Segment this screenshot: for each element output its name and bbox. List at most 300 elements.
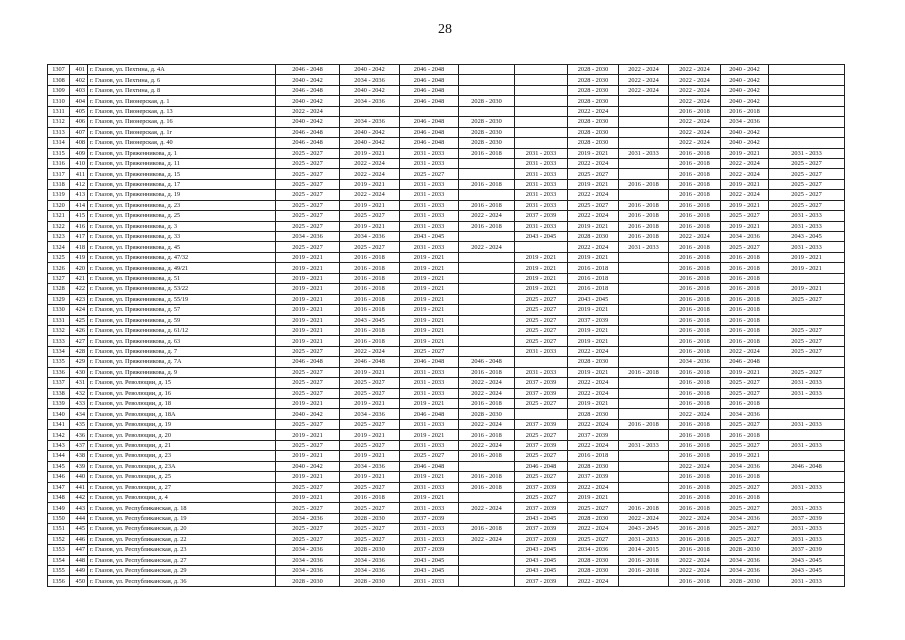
period-cell: 2016 - 2018: [619, 200, 669, 210]
period-cell: [769, 472, 845, 482]
period-cell: 2031 - 2033: [400, 190, 459, 200]
item-index-cell: 432: [70, 388, 88, 398]
period-cell: 2016 - 2018: [669, 576, 721, 586]
period-cell: 2028 - 2030: [340, 545, 400, 555]
period-cell: 2022 - 2024: [459, 242, 515, 252]
item-index-cell: 434: [70, 409, 88, 419]
page-number: 28: [438, 22, 452, 37]
period-cell: [769, 117, 845, 127]
period-cell: 2031 - 2033: [400, 179, 459, 189]
period-cell: 2016 - 2018: [619, 211, 669, 221]
address-cell: г. Глазов, ул. Революции, д. 27: [88, 482, 276, 492]
period-cell: 2016 - 2018: [459, 179, 515, 189]
period-cell: 2016 - 2018: [459, 221, 515, 231]
period-cell: 2031 - 2033: [769, 148, 845, 158]
period-cell: 2028 - 2030: [568, 65, 619, 75]
address-cell: г. Глазов, ул. Пехтина, д. 8: [88, 85, 276, 95]
period-cell: 2043 - 2045: [340, 315, 400, 325]
table-row: [48, 367, 845, 377]
period-cell: 2019 - 2021: [568, 336, 619, 346]
period-cell: 2016 - 2018: [619, 419, 669, 429]
period-cell: 2016 - 2018: [340, 492, 400, 502]
period-cell: 2031 - 2033: [400, 211, 459, 221]
period-cell: 2043 - 2045: [515, 513, 568, 523]
period-cell: 2025 - 2027: [340, 482, 400, 492]
period-cell: 2019 - 2021: [276, 399, 340, 409]
period-cell: 2031 - 2033: [769, 524, 845, 534]
period-cell: 2022 - 2024: [340, 169, 400, 179]
row-number-cell: 1342: [48, 430, 70, 440]
period-cell: 2028 - 2030: [721, 576, 769, 586]
period-cell: 2031 - 2033: [515, 367, 568, 377]
item-index-cell: 410: [70, 158, 88, 168]
row-number-cell: 1355: [48, 566, 70, 576]
period-cell: 2025 - 2027: [515, 472, 568, 482]
item-index-cell: 441: [70, 482, 88, 492]
period-cell: [515, 85, 568, 95]
period-cell: 2016 - 2018: [459, 200, 515, 210]
period-cell: 2031 - 2033: [400, 419, 459, 429]
address-cell: г. Глазов, ул. Пряженникова, д. 17: [88, 179, 276, 189]
period-cell: 2037 - 2039: [568, 472, 619, 482]
address-cell: г. Глазов, ул. Пряженникова, д. 1: [88, 148, 276, 158]
period-cell: 2040 - 2042: [276, 409, 340, 419]
row-number-cell: 1343: [48, 440, 70, 450]
period-cell: 2019 - 2021: [400, 305, 459, 315]
address-cell: г. Глазов, ул. Республиканская, д. 22: [88, 534, 276, 544]
period-cell: 2022 - 2024: [669, 513, 721, 523]
period-cell: 2022 - 2024: [340, 158, 400, 168]
period-cell: 2019 - 2021: [400, 263, 459, 273]
period-cell: [459, 305, 515, 315]
period-cell: 2025 - 2027: [276, 534, 340, 544]
period-cell: 2019 - 2021: [340, 200, 400, 210]
period-cell: 2019 - 2021: [568, 252, 619, 262]
period-cell: 2037 - 2039: [515, 503, 568, 513]
period-cell: 2019 - 2021: [515, 273, 568, 283]
period-cell: 2025 - 2027: [721, 440, 769, 450]
period-cell: 2040 - 2042: [721, 96, 769, 106]
period-cell: 2022 - 2024: [669, 65, 721, 75]
period-cell: 2028 - 2030: [568, 513, 619, 523]
row-number-cell: 1331: [48, 315, 70, 325]
period-cell: 2016 - 2018: [669, 430, 721, 440]
address-cell: г. Глазов, ул. Пехтина, д. 4А: [88, 65, 276, 75]
period-cell: 2037 - 2039: [400, 545, 459, 555]
item-index-cell: 416: [70, 221, 88, 231]
period-cell: 2028 - 2030: [568, 232, 619, 242]
period-cell: [459, 315, 515, 325]
row-number-cell: 1309: [48, 85, 70, 95]
period-cell: 2022 - 2024: [568, 524, 619, 534]
period-cell: 2025 - 2027: [340, 388, 400, 398]
item-index-cell: 450: [70, 576, 88, 586]
period-cell: 2025 - 2027: [276, 388, 340, 398]
address-cell: г. Глазов, ул. Республиканская, д. 29: [88, 566, 276, 576]
table-row: [48, 96, 845, 106]
period-cell: [459, 576, 515, 586]
table-row: [48, 472, 845, 482]
period-cell: [340, 106, 400, 116]
period-cell: 2031 - 2033: [400, 524, 459, 534]
period-cell: 2031 - 2033: [400, 534, 459, 544]
period-cell: 2031 - 2033: [400, 242, 459, 252]
period-cell: 2028 - 2030: [340, 513, 400, 523]
period-cell: 2031 - 2033: [769, 482, 845, 492]
period-cell: 2022 - 2024: [721, 158, 769, 168]
period-cell: 2022 - 2024: [459, 419, 515, 429]
period-cell: 2016 - 2018: [669, 346, 721, 356]
row-number-cell: 1320: [48, 200, 70, 210]
period-cell: [515, 242, 568, 252]
period-cell: 2043 - 2045: [769, 566, 845, 576]
period-cell: 2019 - 2021: [400, 336, 459, 346]
row-number-cell: 1351: [48, 524, 70, 534]
table-row: [48, 273, 845, 283]
period-cell: 2019 - 2021: [400, 325, 459, 335]
item-index-cell: 443: [70, 503, 88, 513]
period-cell: 2019 - 2021: [276, 284, 340, 294]
period-cell: 2016 - 2018: [669, 273, 721, 283]
period-cell: [459, 346, 515, 356]
period-cell: 2046 - 2048: [400, 85, 459, 95]
period-cell: 2016 - 2018: [669, 263, 721, 273]
period-cell: 2028 - 2030: [568, 409, 619, 419]
table-row: [48, 440, 845, 450]
period-cell: 2031 - 2033: [769, 211, 845, 221]
item-index-cell: 429: [70, 357, 88, 367]
row-number-cell: 1335: [48, 357, 70, 367]
period-cell: [769, 65, 845, 75]
period-cell: 2046 - 2048: [400, 96, 459, 106]
period-cell: 2025 - 2027: [276, 179, 340, 189]
address-cell: г. Глазов, ул. Республиканская, д. 36: [88, 576, 276, 586]
row-number-cell: 1352: [48, 534, 70, 544]
table-row: [48, 221, 845, 231]
item-index-cell: 418: [70, 242, 88, 252]
period-cell: 2019 - 2021: [721, 451, 769, 461]
period-cell: 2016 - 2018: [721, 263, 769, 273]
table-row: [48, 482, 845, 492]
period-cell: 2025 - 2027: [769, 346, 845, 356]
row-number-cell: 1346: [48, 472, 70, 482]
row-number-cell: 1308: [48, 75, 70, 85]
period-cell: [769, 305, 845, 315]
period-cell: 2025 - 2027: [515, 492, 568, 502]
table-row: [48, 346, 845, 356]
period-cell: [619, 315, 669, 325]
address-cell: г. Глазов, ул. Пряженникова, д. 7А: [88, 357, 276, 367]
period-cell: 2025 - 2027: [276, 440, 340, 450]
row-number-cell: 1328: [48, 284, 70, 294]
period-cell: 2022 - 2024: [669, 409, 721, 419]
row-number-cell: 1315: [48, 148, 70, 158]
item-index-cell: 405: [70, 106, 88, 116]
period-cell: 2043 - 2045: [515, 232, 568, 242]
period-cell: 2034 - 2036: [721, 461, 769, 471]
address-cell: г. Глазов, ул. Пряженникова, д. 51: [88, 273, 276, 283]
period-cell: 2025 - 2027: [340, 211, 400, 221]
period-cell: 2016 - 2018: [619, 566, 669, 576]
period-cell: 2016 - 2018: [669, 305, 721, 315]
item-index-cell: 445: [70, 524, 88, 534]
period-cell: 2031 - 2033: [769, 388, 845, 398]
period-cell: [459, 232, 515, 242]
period-cell: 2043 - 2045: [769, 232, 845, 242]
period-cell: 2031 - 2033: [619, 148, 669, 158]
period-cell: [459, 190, 515, 200]
table-row: [48, 325, 845, 335]
period-cell: 2025 - 2027: [400, 451, 459, 461]
period-cell: 2019 - 2021: [769, 252, 845, 262]
period-cell: 2019 - 2021: [568, 148, 619, 158]
period-cell: 2028 - 2030: [568, 85, 619, 95]
table-row: [48, 576, 845, 586]
period-cell: 2025 - 2027: [769, 200, 845, 210]
row-number-cell: 1345: [48, 461, 70, 471]
period-cell: 2016 - 2018: [340, 336, 400, 346]
address-cell: г. Глазов, ул. Революции, д. 19: [88, 419, 276, 429]
row-number-cell: 1307: [48, 65, 70, 75]
period-cell: 2028 - 2030: [459, 127, 515, 137]
period-cell: 2034 - 2036: [669, 357, 721, 367]
period-cell: 2022 - 2024: [568, 388, 619, 398]
address-cell: г. Глазов, ул. Пряженникова, д. 9: [88, 367, 276, 377]
item-index-cell: 424: [70, 305, 88, 315]
period-cell: 2040 - 2042: [340, 127, 400, 137]
row-number-cell: 1350: [48, 513, 70, 523]
row-number-cell: 1344: [48, 451, 70, 461]
period-cell: 2040 - 2042: [276, 461, 340, 471]
period-cell: 2019 - 2021: [568, 305, 619, 315]
address-cell: г. Глазов, ул. Республиканская, д. 19: [88, 513, 276, 523]
period-cell: 2016 - 2018: [669, 252, 721, 262]
period-cell: 2046 - 2048: [276, 65, 340, 75]
row-number-cell: 1322: [48, 221, 70, 231]
period-cell: 2037 - 2039: [515, 211, 568, 221]
table-row: [48, 138, 845, 148]
period-cell: 2019 - 2021: [400, 284, 459, 294]
period-cell: 2022 - 2024: [721, 190, 769, 200]
period-cell: 2016 - 2018: [669, 284, 721, 294]
period-cell: 2022 - 2024: [459, 440, 515, 450]
period-cell: 2034 - 2036: [721, 232, 769, 242]
period-cell: [515, 357, 568, 367]
table-row: [48, 127, 845, 137]
period-cell: [459, 263, 515, 273]
period-cell: 2016 - 2018: [669, 388, 721, 398]
period-cell: 2040 - 2042: [721, 75, 769, 85]
item-index-cell: 403: [70, 85, 88, 95]
period-cell: 2016 - 2018: [721, 399, 769, 409]
period-cell: [459, 461, 515, 471]
period-cell: 2031 - 2033: [515, 221, 568, 231]
table-row: [48, 388, 845, 398]
address-cell: г. Глазов, ул. Пряженникова, д. 33: [88, 232, 276, 242]
table-row: [48, 148, 845, 158]
period-cell: 2022 - 2024: [669, 232, 721, 242]
period-cell: 2019 - 2021: [400, 399, 459, 409]
row-number-cell: 1330: [48, 305, 70, 315]
table-row: [48, 524, 845, 534]
period-cell: 2031 - 2033: [769, 503, 845, 513]
row-number-cell: 1348: [48, 492, 70, 502]
period-cell: 2016 - 2018: [669, 190, 721, 200]
period-cell: 2025 - 2027: [568, 200, 619, 210]
item-index-cell: 409: [70, 148, 88, 158]
period-cell: [515, 75, 568, 85]
period-cell: [619, 378, 669, 388]
period-cell: 2025 - 2027: [276, 367, 340, 377]
period-cell: 2025 - 2027: [515, 294, 568, 304]
period-cell: 2016 - 2018: [459, 524, 515, 534]
address-cell: г. Глазов, ул. Пряженникова, д. 61/12: [88, 325, 276, 335]
period-cell: 2019 - 2021: [721, 221, 769, 231]
address-cell: г. Глазов, ул. Пряженникова, д. 47/32: [88, 252, 276, 262]
period-cell: [515, 65, 568, 75]
period-cell: 2025 - 2027: [769, 179, 845, 189]
row-number-cell: 1324: [48, 242, 70, 252]
period-cell: [619, 273, 669, 283]
period-cell: 2016 - 2018: [459, 399, 515, 409]
period-cell: 2016 - 2018: [459, 472, 515, 482]
period-cell: [619, 357, 669, 367]
address-cell: г. Глазов, ул. Революции, д. 16: [88, 388, 276, 398]
table-row: [48, 419, 845, 429]
table-row: [48, 179, 845, 189]
period-cell: 2016 - 2018: [669, 211, 721, 221]
row-number-cell: 1347: [48, 482, 70, 492]
period-cell: [619, 461, 669, 471]
period-cell: 2031 - 2033: [769, 221, 845, 231]
period-cell: 2019 - 2021: [276, 451, 340, 461]
period-cell: 2031 - 2033: [400, 367, 459, 377]
period-cell: 2016 - 2018: [721, 336, 769, 346]
period-cell: 2031 - 2033: [515, 169, 568, 179]
period-cell: [619, 336, 669, 346]
period-cell: 2025 - 2027: [340, 419, 400, 429]
period-cell: 2016 - 2018: [619, 367, 669, 377]
period-cell: 2034 - 2036: [340, 75, 400, 85]
period-cell: [459, 492, 515, 502]
period-cell: 2043 - 2045: [619, 524, 669, 534]
address-cell: г. Глазов, ул. Республиканская, д. 20: [88, 524, 276, 534]
period-cell: 2034 - 2036: [340, 232, 400, 242]
period-cell: 2016 - 2018: [721, 472, 769, 482]
period-cell: 2019 - 2021: [340, 148, 400, 158]
period-cell: 2037 - 2039: [400, 513, 459, 523]
period-cell: [619, 409, 669, 419]
period-cell: 2046 - 2048: [400, 138, 459, 148]
period-cell: [619, 284, 669, 294]
period-cell: [619, 346, 669, 356]
period-cell: 2016 - 2018: [721, 430, 769, 440]
row-number-cell: 1349: [48, 503, 70, 513]
period-cell: 2025 - 2027: [276, 158, 340, 168]
period-cell: 2022 - 2024: [568, 440, 619, 450]
row-number-cell: 1316: [48, 158, 70, 168]
period-cell: [619, 106, 669, 116]
period-cell: 2040 - 2042: [276, 75, 340, 85]
period-cell: 2037 - 2039: [515, 440, 568, 450]
table-row: [48, 158, 845, 168]
item-index-cell: 425: [70, 315, 88, 325]
period-cell: 2022 - 2024: [669, 117, 721, 127]
period-cell: [400, 106, 459, 116]
period-cell: 2046 - 2048: [400, 409, 459, 419]
period-cell: 2031 - 2033: [619, 440, 669, 450]
period-cell: [769, 96, 845, 106]
period-cell: 2022 - 2024: [669, 555, 721, 565]
period-cell: 2028 - 2030: [568, 96, 619, 106]
period-cell: 2046 - 2048: [400, 461, 459, 471]
period-cell: 2034 - 2036: [721, 566, 769, 576]
period-cell: [619, 305, 669, 315]
table-row: [48, 232, 845, 242]
table-row: [48, 399, 845, 409]
period-cell: 2025 - 2027: [721, 419, 769, 429]
period-cell: [619, 138, 669, 148]
period-cell: 2022 - 2024: [340, 190, 400, 200]
address-cell: г. Глазов, ул. Революции, д. 18А: [88, 409, 276, 419]
period-cell: 2043 - 2045: [568, 294, 619, 304]
period-cell: 2019 - 2021: [400, 294, 459, 304]
period-cell: 2025 - 2027: [568, 503, 619, 513]
table-row: [48, 503, 845, 513]
period-cell: 2016 - 2018: [669, 378, 721, 388]
row-number-cell: 1312: [48, 117, 70, 127]
address-cell: г. Глазов, ул. Пионерская, д. 1г: [88, 127, 276, 137]
period-cell: 2016 - 2018: [669, 325, 721, 335]
period-cell: 2025 - 2027: [276, 503, 340, 513]
period-cell: 2025 - 2027: [400, 169, 459, 179]
item-index-cell: 401: [70, 65, 88, 75]
item-index-cell: 406: [70, 117, 88, 127]
period-cell: 2028 - 2030: [459, 409, 515, 419]
row-number-cell: 1339: [48, 399, 70, 409]
address-cell: г. Глазов, ул. Революции, д. 23: [88, 451, 276, 461]
period-cell: [619, 263, 669, 273]
period-cell: 2022 - 2024: [619, 75, 669, 85]
period-cell: 2025 - 2027: [276, 211, 340, 221]
period-cell: 2025 - 2027: [276, 200, 340, 210]
period-cell: 2031 - 2033: [400, 221, 459, 231]
address-cell: г. Глазов, ул. Пионерская, д. 13: [88, 106, 276, 116]
period-cell: 2016 - 2018: [669, 158, 721, 168]
period-cell: 2046 - 2048: [400, 75, 459, 85]
period-cell: 2016 - 2018: [669, 524, 721, 534]
period-cell: 2019 - 2021: [568, 399, 619, 409]
table-row: [48, 513, 845, 523]
item-index-cell: 431: [70, 378, 88, 388]
table-row: [48, 451, 845, 461]
period-cell: [769, 399, 845, 409]
period-cell: [619, 576, 669, 586]
address-cell: г. Глазов, ул. Революции, д. 23А: [88, 461, 276, 471]
period-cell: 2019 - 2021: [769, 284, 845, 294]
table-row: [48, 85, 845, 95]
item-index-cell: 414: [70, 200, 88, 210]
period-cell: [515, 409, 568, 419]
item-index-cell: 415: [70, 211, 88, 221]
period-cell: [619, 492, 669, 502]
period-cell: 2025 - 2027: [568, 534, 619, 544]
period-cell: 2022 - 2024: [568, 378, 619, 388]
period-cell: [619, 127, 669, 137]
period-cell: 2022 - 2024: [619, 65, 669, 75]
period-cell: 2016 - 2018: [721, 492, 769, 502]
period-cell: [459, 284, 515, 294]
